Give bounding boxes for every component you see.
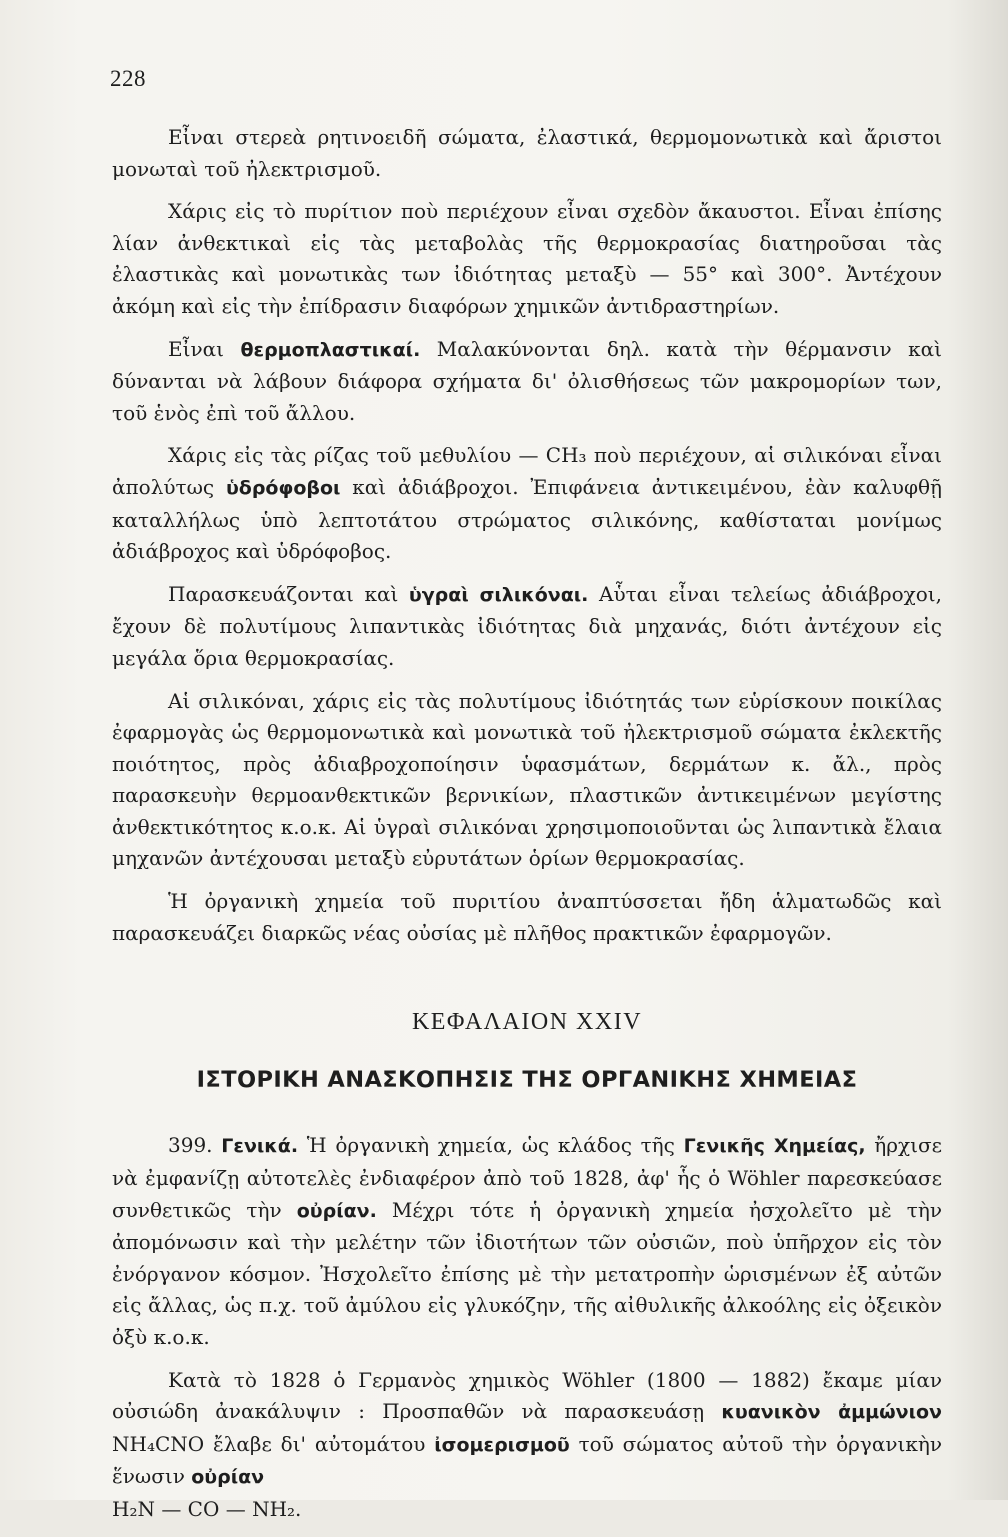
bold-term: ἰσομερισμοῦ bbox=[434, 1433, 570, 1456]
urea-formula: H₂N — CO — NH₂. bbox=[112, 1496, 302, 1521]
section-number: 399. bbox=[168, 1133, 222, 1158]
text-run: Μαλακύνονται δηλ. κατὰ τὴν θέρμανσιν καὶ δύνανται νὰ λάβουν διάφορα σχήματα δι' ὀλισθήσεως τῶν μακρομορίων των, τοῦ ἑνὸς ἐπὶ τοῦ ἄλλου. bbox=[112, 336, 942, 425]
text-run: Κατὰ τὸ 1828 ὁ Γερμανὸς χημικὸς Wöhler (1800 — 1882) ἔκαμε μίαν οὐσιώδη ἀνακάλυψιν : Προσπαθῶν νὰ παρασκευάσῃ bbox=[112, 1367, 942, 1424]
text-run: τοῦ σώματος αὐτοῦ τὴν ὀργανικὴν ἕνωσιν bbox=[112, 1431, 942, 1489]
paragraph-wohler bbox=[112, 1365, 942, 1526]
paragraph-applications: Αἱ σιλικόναι, χάρις εἰς τὰς πολυτίμους ἰδιότητάς των εὑρίσκουν ποικίλας ἐφαρμογὰς ὡς θερμομονωτικὰ καὶ μονωτικὰ τοῦ ἠλεκτρισμοῦ σώματα ἐκλεκτῆς ποιότητος, πρὸς ἀδιαβροχοποίησιν ὑφασμάτων, δερμάτων κ. ἄλ., πρὸς παρασκευὴν θερμοανθεκτικῶν βερνικίων, πλαστικῶν ἀντικειμένων μεγίστης ἀνθεκτικότητος κ.ο.κ. Αἱ ὑγραὶ σιλικόναι χρησιμοποιοῦνται ὡς λιπαντικὰ ἔλαια μηχανῶν ἀντέχουσαι μεταξὺ εὐρυτάτων ὁρίων θερμοκρασίας. bbox=[112, 688, 942, 871]
bold-term: Γενικῆς Χημείας, bbox=[683, 1135, 866, 1158]
paragraph-general bbox=[112, 1130, 942, 1353]
bold-term: Γενικά. bbox=[221, 1135, 299, 1158]
text-run: Εἶναι bbox=[168, 336, 241, 361]
paragraph-hydrophobic bbox=[112, 440, 942, 567]
bold-term: ὑδρόφοβοι bbox=[225, 476, 341, 499]
paragraph-liquid-silicones bbox=[112, 579, 942, 675]
text-run: Ἡ ὀργανικὴ χημεία, ὡς κλάδος τῆς bbox=[298, 1133, 684, 1158]
text-run: Χάρις εἰς τὰς ρίζας τοῦ μεθυλίου — CH₃ ποὺ περιέχουν, αἱ σιλικόναι εἶναι ἀπολύτως bbox=[112, 443, 942, 499]
section-title: ΙΣΤΟΡΙΚΗ ΑΝΑΣΚΟΠΗΣΙΣ ΤΗΣ ΟΡΓΑΝΙΚΗΣ ΧΗΜΕΙΑΣ bbox=[196, 1066, 858, 1093]
text-run: Παρασκευάζονται καὶ bbox=[168, 581, 409, 606]
text-run: καὶ ἀδιάβροχοι. Ἐπιφάνεια ἀντικειμένου, ἐὰν καλυφθῇ καταλλήλως ὑπὸ λεπτοτάτου στρώματος σιλικόνης, καθίσταται μονίμως ἀδιάβροχος καὶ ὑδρόφοβος. bbox=[112, 474, 942, 564]
paragraph-solid-resins: Εἶναι στερεὰ ρητινοειδῆ σώματα, ἐλαστικά, θερμομονωτικὰ καὶ ἄριστοι μονωταὶ τοῦ ἠλεκτρισμοῦ. bbox=[112, 125, 942, 181]
bold-term: θερμοπλαστικαί. bbox=[240, 338, 421, 361]
bold-term: οὐρίαν. bbox=[296, 1199, 377, 1222]
paragraph-organic-silicon: Ἡ ὀργανικὴ χημεία τοῦ πυριτίου ἀναπτύσσεται ἤδη ἁλματωδῶς καὶ παρασκευάζει διαρκῶς νέας οὐσίας μὲ πλῆθος πρακτικῶν ἐφαρμογῶν. bbox=[112, 889, 942, 945]
page-number: 228 bbox=[110, 66, 146, 91]
page-body bbox=[112, 122, 942, 1537]
text-run: Αὗται εἶναι τελείως ἀδιάβροχοι, ἔχουν δὲ πολυτίμους λιπαντικὰς ἰδιότητας διὰ μηχανάς, διότι ἀντέχουν εἰς μεγάλα ὅρια θερμοκρασίας. bbox=[112, 581, 942, 670]
paragraph-heat-resistance: Χάρις εἰς τὸ πυρίτιον ποὺ περιέχουν εἶναι σχεδὸν ἄκαυστοι. Εἶναι ἐπίσης λίαν ἀνθεκτικαὶ εἰς τὰς μεταβολὰς τῆς θερμοκρασίας διατηροῦσαι τὰς ἐλαστικὰς καὶ μονωτικὰς των ἰδιότητας μεταξὺ — 55° καὶ 300°. Ἀντέχουν ἀκόμη καὶ εἰς τὴν ἐπίδρασιν διαφόρων χημικῶν ἀντιδραστηρίων. bbox=[112, 199, 942, 318]
text-run: Μέχρι τότε ἡ ὀργανικὴ χημεία ἠσχολεῖτο μὲ τὴν ἀπομόνωσιν καὶ τὴν μελέτην τῶν ἰδιοτήτων τῶν οὐσιῶν, ποὺ ὑπῆρχον εἰς τὸν ἐνόργανον κόσμον. Ἠσχολεῖτο ἐπίσης μὲ τὴν μετατροπὴν ὡρισμένων ἐξ αὐτῶν εἰς ἄλλας, ὡς π.χ. τοῦ ἀμύλου εἰς γλυκόζην, τῆς αἰθυλικῆς ἀλκοόλης εἰς ὀξεικὸν ὀξὺ κ.ο.κ. bbox=[112, 1197, 942, 1349]
paragraph-thermoplastic bbox=[112, 334, 942, 430]
bold-term: οὐρίαν bbox=[191, 1466, 265, 1489]
chapter-heading: ΚΕΦΑΛΑΙΟΝ XXIV bbox=[411, 1009, 643, 1036]
text-run: NH₄CNO ἔλαβε δι' αὐτομάτου bbox=[112, 1431, 435, 1456]
bold-term: κυανικὸν ἀμμώνιον bbox=[721, 1401, 942, 1424]
bold-term: ὑγραὶ σιλικόναι. bbox=[408, 583, 589, 606]
text-run: ἤρχισε νὰ ἐμφανίζῃ αὐτοτελὲς ἐνδιαφέρον ἀπὸ τοῦ 1828, ἀφ' ἧς ὁ Wöhler παρεσκεύασε συνθετικῶς τὴν bbox=[112, 1133, 942, 1222]
